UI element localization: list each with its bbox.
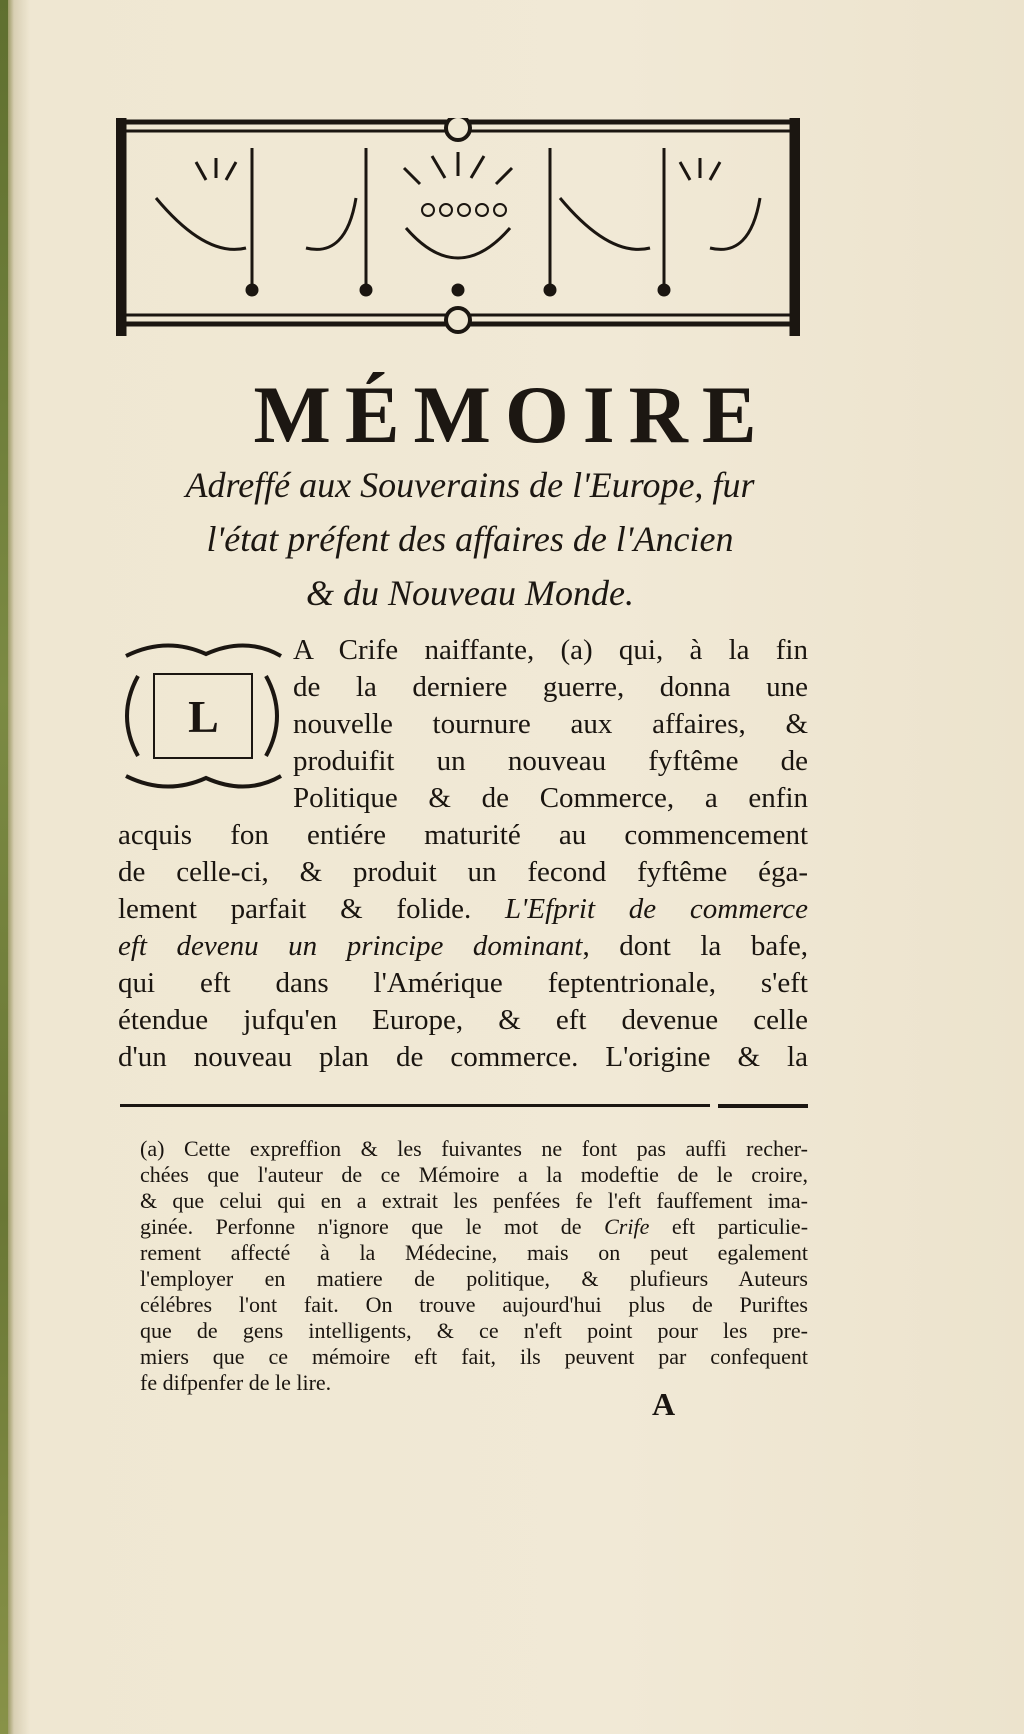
body-text-italic: L'Efprit de commerce	[505, 893, 808, 925]
body-line: de celle-ci, & produit un fecond fyftême éga-	[118, 856, 808, 888]
footnote-text-italic: Crife	[604, 1214, 650, 1239]
subtitle-line: Adreffé aux Souverains de l'Europe, fur	[185, 465, 755, 505]
body-line: produifit un nouveau fyftême de	[293, 745, 808, 777]
footnote-line: chées que l'auteur de ce Mémoire a la modeftie de le croire,	[140, 1162, 808, 1187]
footnote-line: rement affecté à la Médecine, mais on peut egalement	[140, 1240, 808, 1265]
footnote-line: célébres l'ont fait. On trouve aujourd'hui plus de Puriftes	[140, 1292, 808, 1317]
body-line: qui eft dans l'Amérique feptentrionale, s'eft	[118, 967, 808, 999]
footnote-text-roman: eft particulie-	[671, 1214, 809, 1239]
body-text-italic: eft devenu un principe dominant	[118, 930, 583, 962]
body-line	[118, 928, 808, 965]
subtitle	[110, 458, 830, 620]
footnote-line: (a) Cette expreffion & les fuivantes ne font pas auffi recher-	[140, 1136, 808, 1161]
body-line: nouvelle tournure aux affaires, &	[293, 708, 808, 740]
footnote-line	[140, 1214, 808, 1240]
body-paragraph	[118, 632, 808, 1076]
body-line: d'un nouveau plan de commerce. L'origine & la	[118, 1041, 808, 1073]
footnote-line: fe difpenfer de le lire.	[140, 1370, 332, 1395]
footnote-line: que de gens intelligents, & ce n'eft point pour les pre-	[140, 1318, 808, 1343]
footnote-line: miers que ce mémoire eft fait, ils peuvent par confequent	[140, 1344, 808, 1369]
footnote	[140, 1136, 808, 1396]
footnote-text-roman: ginée. Perfonne n'ignore que le mot de	[140, 1214, 582, 1239]
drop-cap-letter: L	[188, 690, 219, 742]
page-title: MÉMOIRE	[253, 369, 771, 460]
subtitle-line: l'état préfent des affaires de l'Ancien	[206, 519, 734, 559]
body-line: acquis fon entiére maturité au commencement	[118, 819, 808, 851]
body-line: A Crife naiffante, (a) qui, à la fin	[293, 634, 808, 666]
body-text-roman: lement parfait & folide.	[118, 893, 472, 925]
footnote-line: & que celui qui en a extrait les penfées fe l'eft fauffement ima-	[140, 1188, 808, 1213]
body-line: Politique & de Commerce, a enfin	[293, 782, 808, 814]
signature-mark: A	[652, 1386, 676, 1422]
body-line	[118, 891, 808, 928]
headpiece-ornament	[116, 118, 800, 336]
footnote-divider	[120, 1104, 808, 1110]
footnote-line: l'employer en matiere de politique, & plufieurs Auteurs	[140, 1266, 808, 1291]
body-line: de la derniere guerre, donna une	[293, 671, 808, 703]
subtitle-line: & du Nouveau Monde.	[306, 573, 634, 613]
body-text-roman: , dont la bafe,	[582, 930, 808, 962]
book-spine-edge	[0, 0, 8, 1734]
body-line: étendue jufqu'en Europe, & eft devenue celle	[118, 1004, 808, 1036]
